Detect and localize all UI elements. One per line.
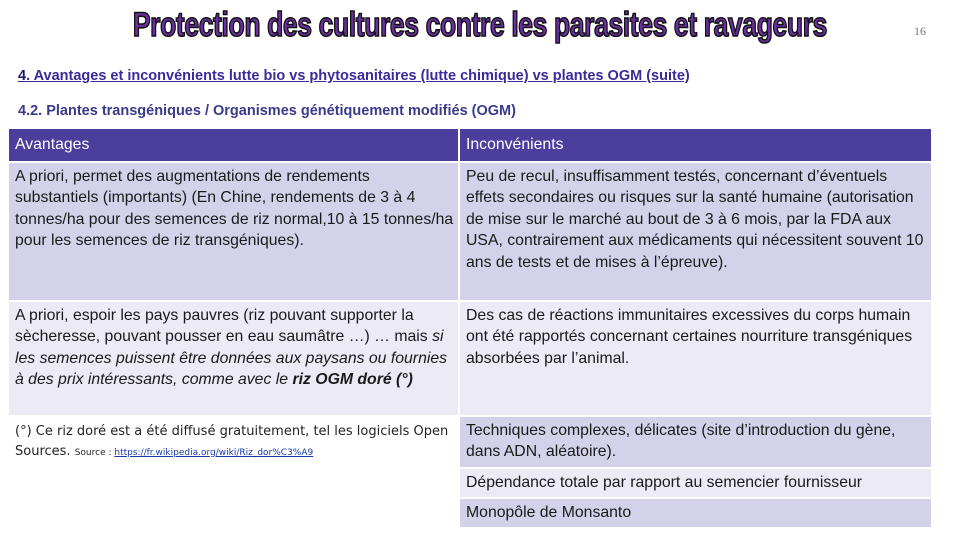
advantage-2-italic: si les semences puissent être données aux paysans ou fournies à des prix intéressants, comme avec le [15, 328, 448, 388]
comparison-table [9, 129, 931, 529]
source-label: Source : [74, 447, 115, 458]
disadvantage-cell-3: Techniques complexes, délicates (site d’introduction du gène, dans ADN, aléatoire). [460, 417, 931, 467]
advantage-cell-1: A priori, permet des augmentations de rendements substantiels (importants) (En Chine, rendements de 3 à 4 tonnes/ha pour des semences de riz normal,10 à 15 tonnes/ha pour les semences de riz transgéniques). [9, 163, 458, 300]
table-row [9, 499, 931, 527]
disadvantage-cell-1: Peu de recul, insuffisamment testés, concernant d’éventuels effets secondaires ou risques sur la santé humaine (autorisation de mise sur le marché au bout de 3 à 6 mois, par la FDA aux USA, contrairement aux médicaments qui nécessitent souvent 10 ans de tests et de mises à l’épreuve). [460, 163, 931, 300]
source-link[interactable]: https://fr.wikipedia.org/wiki/Riz_dor%C3%A9 [114, 447, 314, 458]
table-row [9, 469, 931, 497]
advantage-2-plain: A priori, espoir les pays pauvres (riz pouvant supporter la sècheresse, pouvant pousser en eau saumâtre …) … mais [15, 306, 433, 345]
empty-cell-4 [9, 469, 458, 497]
advantage-2-bold: riz OGM doré (°) [292, 371, 413, 388]
title-wrap [0, 6, 960, 45]
table-row [9, 163, 931, 300]
advantage-cell-2 [9, 302, 458, 415]
section-heading-text: . Avantages et inconvénients lutte bio vs phytosanitaires (lutte chimique) vs plantes OGM (suite) [26, 68, 690, 84]
page-number: 16 [914, 24, 926, 38]
note-cell [9, 417, 458, 467]
subsection-heading: 4.2. Plantes transgéniques / Organismes génétiquement modifiés (OGM) [18, 103, 516, 119]
table-row [9, 302, 931, 415]
disadvantage-cell-4: Dépendance totale par rapport au semencier fournisseur [460, 469, 931, 497]
table-header-row [9, 129, 931, 161]
disadvantage-cell-5: Monopôle de Monsanto [460, 499, 931, 527]
section-number: 4 [18, 68, 27, 84]
empty-cell-5 [9, 499, 458, 527]
page-title: Protection des cultures contre les parasites et ravageurs [132, 6, 828, 44]
section-heading [18, 68, 690, 84]
table-row [9, 417, 931, 467]
disadvantage-cell-2: Des cas de réactions immunitaires excessives du corps humain ont été rapportés concernant certaines nourriture transgéniques absorbées par l’animal. [460, 302, 931, 415]
header-advantages: Avantages [9, 129, 458, 161]
note-text: (°) Ce riz doré est a été diffusé gratuitement, tel les logiciels Open Sources. [15, 423, 449, 459]
header-disadvantages: Inconvénients [460, 129, 931, 161]
